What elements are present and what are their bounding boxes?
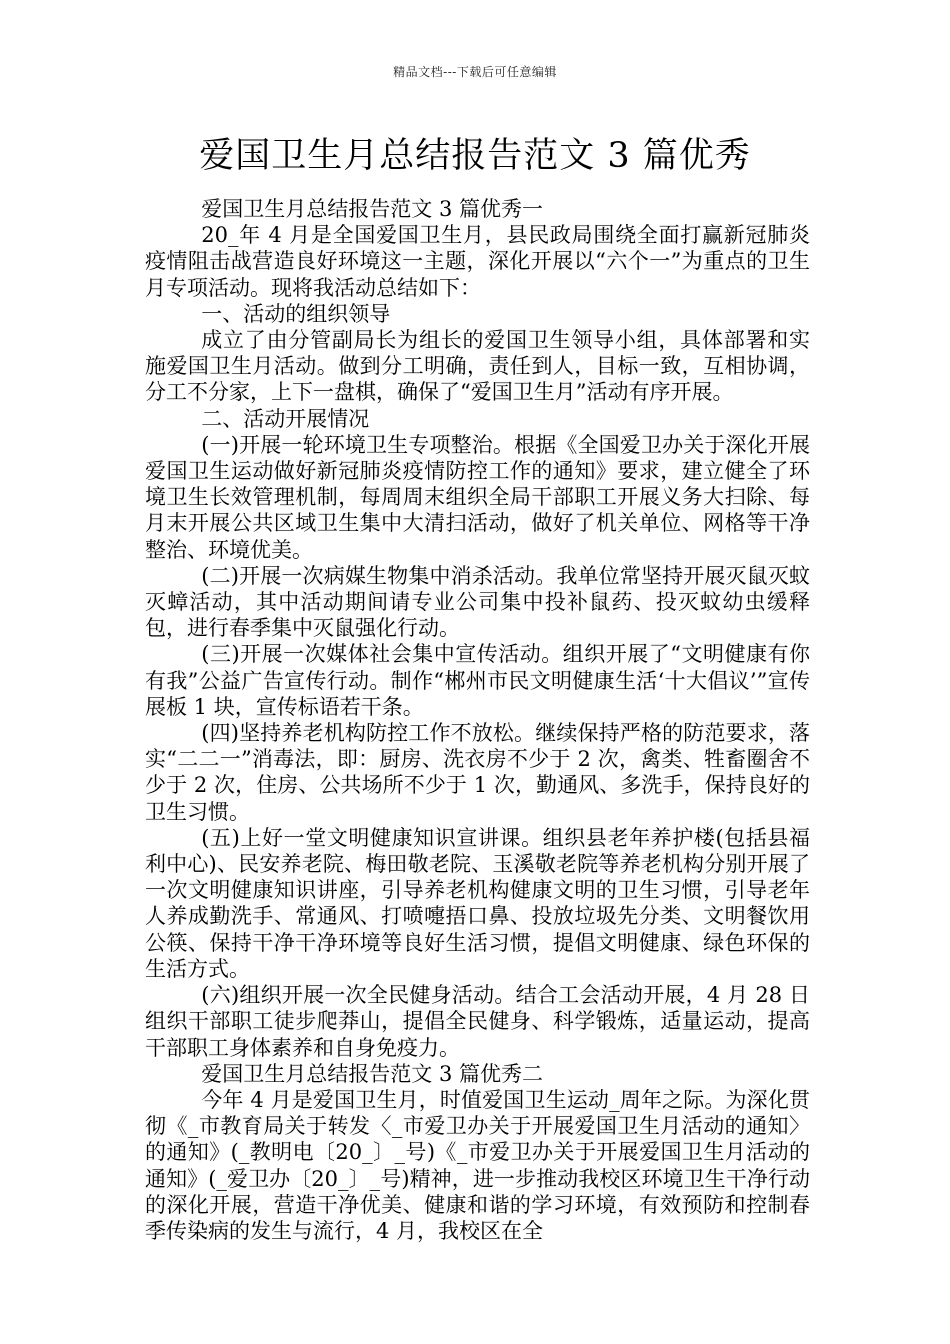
- paragraph-activity-3: (三)开展一次媒体社会集中宣传活动。组织开展了“文明健康有你有我”公益广告宣传行动。制作“郴州市民文明健康生活‘十大倡议’”宣传展板 1 块，宣传标语若干条。: [145, 642, 810, 719]
- document-body: [145, 196, 810, 1244]
- paragraph-activity-6: (六)组织开展一次全民健身活动。结合工会活动开展，4 月 28 日组织干部职工徒步爬莽山，提倡全民健身、科学锻炼，适量运动，提高干部职工身体素养和自身免疫力。: [145, 983, 810, 1060]
- subheading-activities: 二、活动开展情况: [201, 406, 370, 431]
- paragraph-activity-2: (二)开展一次病媒生物集中消杀活动。我单位常坚持开展灭鼠灭蚊灭蟑活动，其中活动期间请专业公司集中投补鼠药、投灭蚊幼虫缓释包，进行春季集中灭鼠强化行动。: [145, 563, 810, 641]
- paragraph-activity-4: (四)坚持养老机构防控工作不放松。继续保持严格的防范要求，落实“二二一”消毒法，即：厨房、洗衣房不少于 2 次，禽类、牲畜圈舍不少于 2 次，住房、公共场所不少于 1 次，勤通风、多洗手，保持良好的卫生习惯。: [145, 721, 810, 824]
- paragraph-part-two-intro: 今年 4 月是爱国卫生月，时值爱国卫生运动_周年之际。为深化贯彻《_市教育局关于转发〈_市爱卫办关于开展爱国卫生月活动的通知〉的通知》(_教明电〔20_〕_号)《_市爱卫办关于开展爱国卫生月活动的通知》(_爱卫办〔20_〕_号)精神，进一步推动我校区环境卫生干净行动的深化开展，营造干净优美、健康和谐的学习环境，有效预防和控制春季传染病的发生与流行，4 月，我校区在全: [145, 1087, 810, 1243]
- paragraph-activity-5: (五)上好一堂文明健康知识宣讲课。组织县老年养护楼(包括县福利中心)、民安养老院、梅田敬老院、玉溪敬老院等养老机构分别开展了一次文明健康知识讲座，引导养老机构健康文明的卫生习惯，引导老年人养成勤洗手、常通风、打喷嚏捂口鼻、投放垃圾先分类、文明餐饮用公筷、保持干净干净环境等良好生活习惯，提倡文明健康、绿色环保的生活方式。: [145, 825, 810, 981]
- document-title: 爱国卫生月总结报告范文 3 篇优秀: [199, 136, 751, 176]
- paragraph-intro: 20_年 4 月是全国爱国卫生月，县民政局围绕全面打赢新冠肺炎疫情阻击战营造良好环境这一主题，深化开展以“六个一”为重点的卫生月专项活动。现将我活动总结如下：: [145, 223, 810, 300]
- paragraph-activity-1: (一)开展一轮环境卫生专项整治。根据《全国爱卫办关于深化开展爱国卫生运动做好新冠肺炎疫情防控工作的通知》要求，建立健全了环境卫生长效管理机制，每周周末组织全局干部职工开展义务大扫除、每月末开展公共区域卫生集中大清扫活动，做好了机关单位、网格等干净整治、环境优美。: [145, 432, 810, 562]
- subheading-organization: 一、活动的组织领导: [201, 301, 391, 326]
- header-note: 精品文档---下载后可任意编辑: [393, 65, 557, 79]
- section-heading-part-two: 爱国卫生月总结报告范文 3 篇优秀二: [201, 1061, 543, 1086]
- section-heading-part-one: 爱国卫生月总结报告范文 3 篇优秀一: [201, 197, 543, 221]
- paragraph-organization: 成立了由分管副局长为组长的爱国卫生领导小组，具体部署和实施爱国卫生月活动。做到分工明确，责任到人，目标一致，互相协调，分工不分家，上下一盘棋，确保了“爱国卫生月”活动有序开展。: [145, 328, 810, 405]
